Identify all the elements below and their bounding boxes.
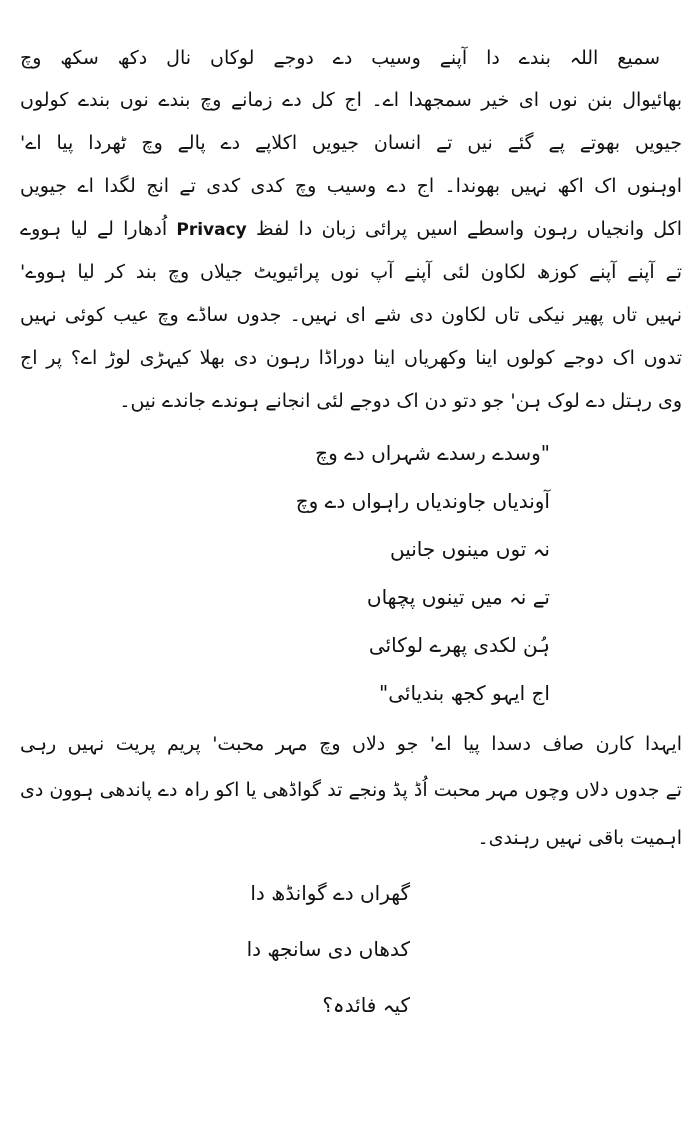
verse-line: کیہ فائدہ؟: [322, 993, 410, 1017]
latin-word-privacy: Privacy: [176, 220, 247, 240]
line-text-after-word: اُدھارا لے لیا ہووے: [20, 218, 168, 240]
verse-line: "وسدے رسدے شہراں دے وچ: [315, 441, 550, 465]
paragraph-line: وی رہتل دے لوک ہن' جو دتو دن اک دوجے لئی انجانے ہوندے جاندے نیں۔: [119, 390, 682, 412]
verse-line: ہُن لکدی پھرے لوکائی: [368, 633, 550, 657]
verse-line: گھراں دے گوانڈھ دا: [250, 881, 410, 905]
verse-line: تے نہ میں تینوں پچھاں: [366, 585, 550, 609]
paragraph-line: سمیع اللہ بندے دا آپنے وسیب دے دوجے لوکاں نال دکھ سکھ وچ: [20, 47, 660, 69]
paragraph-line: اوہنوں اک اکھ نہیں بھوندا۔ اج دے وسیب وچ کدی کدی تے انج لگدا اے جیویں: [20, 175, 682, 197]
verse-line: کدھاں دی سانجھ دا: [246, 937, 410, 961]
paragraph-line: ایہدا کارن صاف دسدا پیا اے' جو دلاں وچ مہر محبت' پریم پریت نہیں رہی: [20, 733, 682, 755]
paragraph-line: نہیں تاں پھیر نیکی تاں لکاون دی شے ای نہیں۔ جدوں ساڈے وچ عیب کوئی نہیں: [20, 304, 682, 326]
verse-line: اج ایہو کجھ بندیائی": [379, 681, 550, 705]
paragraph-line: جیویں بھوتے پے گئے نیں تے انسان جیویں اکلاپے دے پالے وچ ٹھردا پیا اے': [20, 132, 682, 154]
verse-line: نہ توں مینوں جانیں: [389, 537, 550, 561]
paragraph-line: تے آپنے آپنے کوزھ لکاون لئی آپنے آپ نوں پرائیویٹ جیلاں وچ بند کر لیا ہووے': [20, 261, 682, 283]
paragraph-line: اہمیت باقی نہیں رہندی۔: [477, 827, 682, 849]
paragraph-line-with-latin-word: [20, 209, 682, 249]
line-text-before-word: اکل وانجیاں رہون واسطے اسیں پرائی زبان دا لفظ: [255, 218, 682, 240]
paragraph-line: بھائیوال بنن نوں ای خیر سمجھدا اے۔ اج کل دے زمانے وچ بندے نوں بندے کولوں: [20, 89, 682, 111]
paragraph-line: تدوں اک دوجے کولوں اینا وکھریاں اینا دوراڈا رہون دی بھلا کیہڑی لوڑ اے؟ پر اج: [20, 347, 682, 369]
verse-line: آوندیاں جاوندیاں راہواں دے وچ: [295, 489, 550, 513]
paragraph-line: تے جدوں دلاں وچوں مہر محبت اُڈ پڈ ونجے تد گواڈھی یا اکو راہ دے پاندھی ہوون دی: [20, 779, 682, 801]
